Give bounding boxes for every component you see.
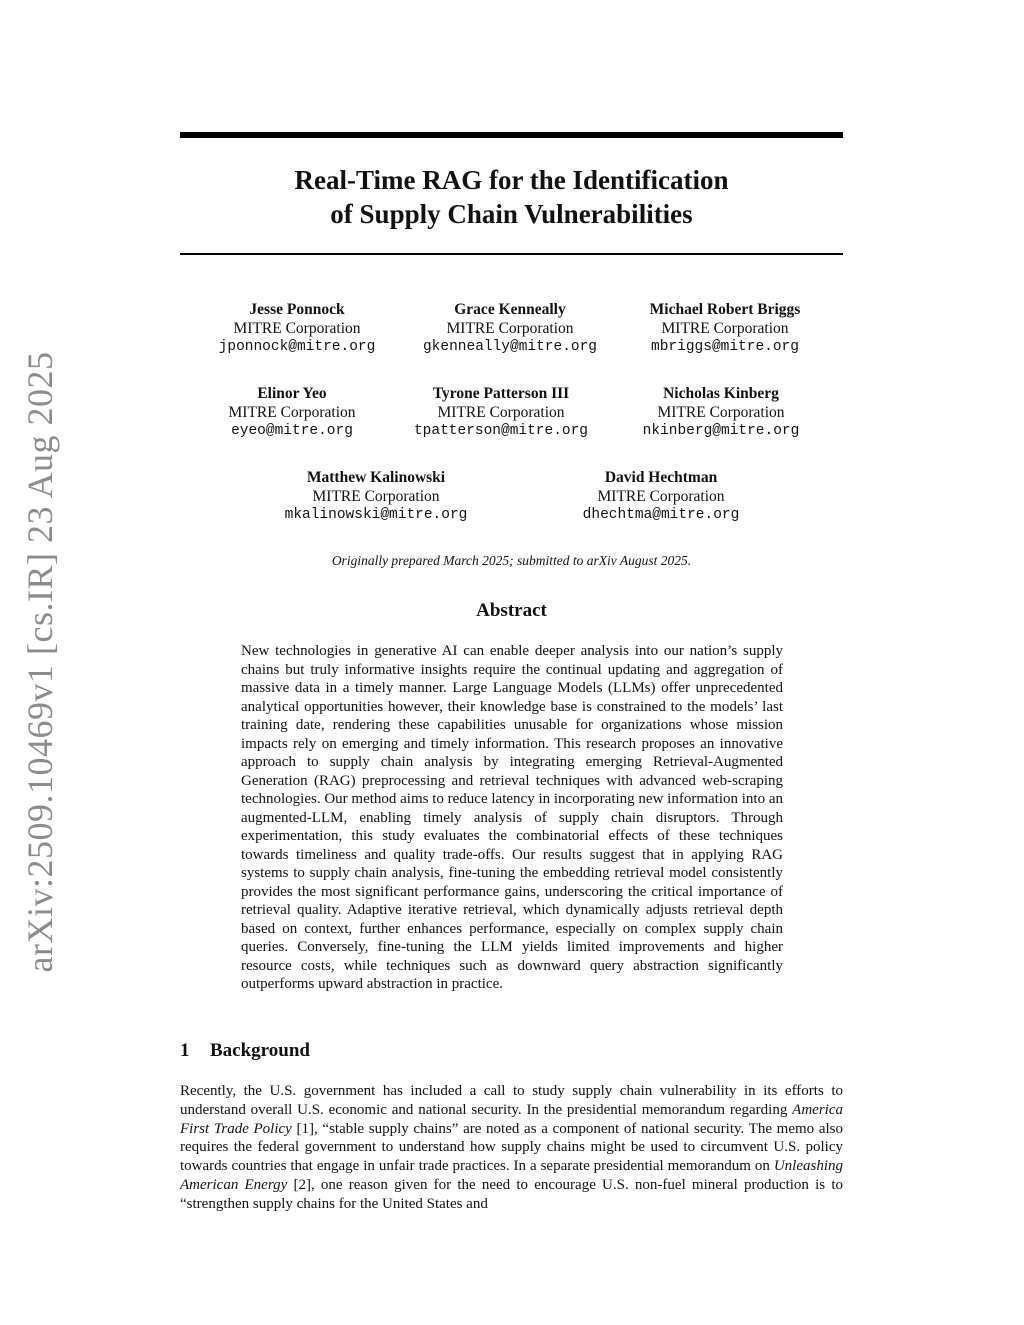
abstract-text: New technologies in generative AI can enable deeper analysis into our nation’s supply chains but truly informative insights require the continual updating and aggregation of massive data in a timely manner. Large Language Models (LLMs) offer unprecedented analytical opportunities however, their knowledge base is constrained to the models’ last training date, rendering these capabilities unusable for organizations whose mission impacts rely on emerging and timely information. This research proposes an innovative approach to supply chain analysis by integrating emerging Retrieval-Augmented Generation (RAG) preprocessing and retrieval techniques with advanced web-scraping technologies. Our method aims to reduce latency in incorporating new information into an augmented-LLM, enabling timely analysis of supply chain disruptors. Through experimentation, this study evaluates the combinatorial effects of these techniques towards timeliness and quality trade-offs. Our results suggest that in applying RAG systems to supply chain analysis, fine-tuning the embedding retrieval model consistently provides the most significant performance gains, underscoring the critical importance of retrieval quality. Adaptive iterative retrieval, which dynamically adjusts retrieval depth based on context, further enhances performance, especially on complex supply chain queries. Conversely, fine-tuning the LLM yields limited improvements and higher resource costs, while techniques such as downward query abstraction significantly outperforms upward abstraction in practice. [241, 643, 783, 992]
author-email[interactable]: tpatterson@mitre.org [413, 423, 589, 439]
author-affiliation: MITRE Corporation [597, 488, 725, 505]
author-block [177, 300, 417, 357]
title-line-1: Real-Time RAG for the Identification [294, 165, 729, 195]
author-name: Michael Robert Briggs [649, 301, 801, 318]
author-block [601, 384, 841, 441]
author-name: Grace Kenneally [454, 301, 566, 318]
author-name: Matthew Kalinowski [306, 469, 446, 486]
arxiv-identifier-stamp: arXiv:2509.10469v1 [cs.IR] 23 Aug 2025 [20, 351, 60, 973]
author-block [541, 468, 781, 525]
paragraph-text-3: [2], one reason given for the need to encourage U.S. non-fuel mineral production is to “strengthen supply chains for the United States and [180, 1176, 843, 1212]
author-email[interactable]: jponnock@mitre.org [218, 339, 376, 355]
paragraph-text-2: [1], “stable supply chains” are noted as a component of national security. The memo also requires the federal government to understand how supply chains might be used to circumvent U.S. policy towards countries that engage in unfair trade practices. In a separate presidential memorandum on [180, 1120, 843, 1175]
author-affiliation: MITRE Corporation [233, 320, 361, 337]
author-email[interactable]: mkalinowski@mitre.org [284, 507, 468, 523]
author-block [390, 300, 630, 357]
section-heading [180, 1040, 310, 1062]
author-name: Jesse Ponnock [249, 301, 345, 318]
author-name: Nicholas Kinberg [663, 385, 779, 402]
section-title: Background [210, 1040, 310, 1061]
author-email[interactable]: mbriggs@mitre.org [651, 339, 799, 355]
author-affiliation: MITRE Corporation [228, 404, 356, 421]
italic-policy-title: America First Trade Policy [180, 1101, 843, 1137]
author-affiliation: MITRE Corporation [312, 488, 440, 505]
author-affiliation: MITRE Corporation [657, 404, 785, 421]
paragraph-text-1: Recently, the U.S. government has included a call to study supply chain vulnerability in its efforts to understand overall U.S. economic and national security. In the presidential memorandum regarding [180, 1083, 843, 1118]
section-number: 1 [180, 1040, 190, 1061]
body-paragraph [180, 1082, 843, 1214]
title-bottom-rule [180, 253, 843, 255]
author-email[interactable]: eyeo@mitre.org [231, 423, 353, 439]
author-email[interactable]: nkinberg@mitre.org [642, 423, 800, 439]
author-name: David Hechtman [604, 469, 718, 486]
author-block [605, 300, 845, 357]
author-block [172, 384, 412, 441]
submission-note: Originally prepared March 2025; submitted to arXiv August 2025. [331, 553, 692, 568]
author-affiliation: MITRE Corporation [446, 320, 574, 337]
author-block [256, 468, 496, 525]
author-email[interactable]: gkenneally@mitre.org [422, 339, 598, 355]
author-affiliation: MITRE Corporation [661, 320, 789, 337]
author-name: Tyrone Patterson III [432, 385, 570, 402]
author-email[interactable]: dhechtma@mitre.org [582, 507, 740, 523]
italic-memo-title: Unleashing American Energy [180, 1158, 843, 1193]
author-name: Elinor Yeo [257, 385, 327, 402]
title-line-2: of Supply Chain Vulnerabilities [330, 199, 693, 229]
abstract-heading: Abstract [476, 600, 547, 621]
author-block [381, 384, 621, 441]
title-top-rule [180, 132, 843, 138]
paper-title [180, 163, 843, 231]
author-affiliation: MITRE Corporation [437, 404, 565, 421]
